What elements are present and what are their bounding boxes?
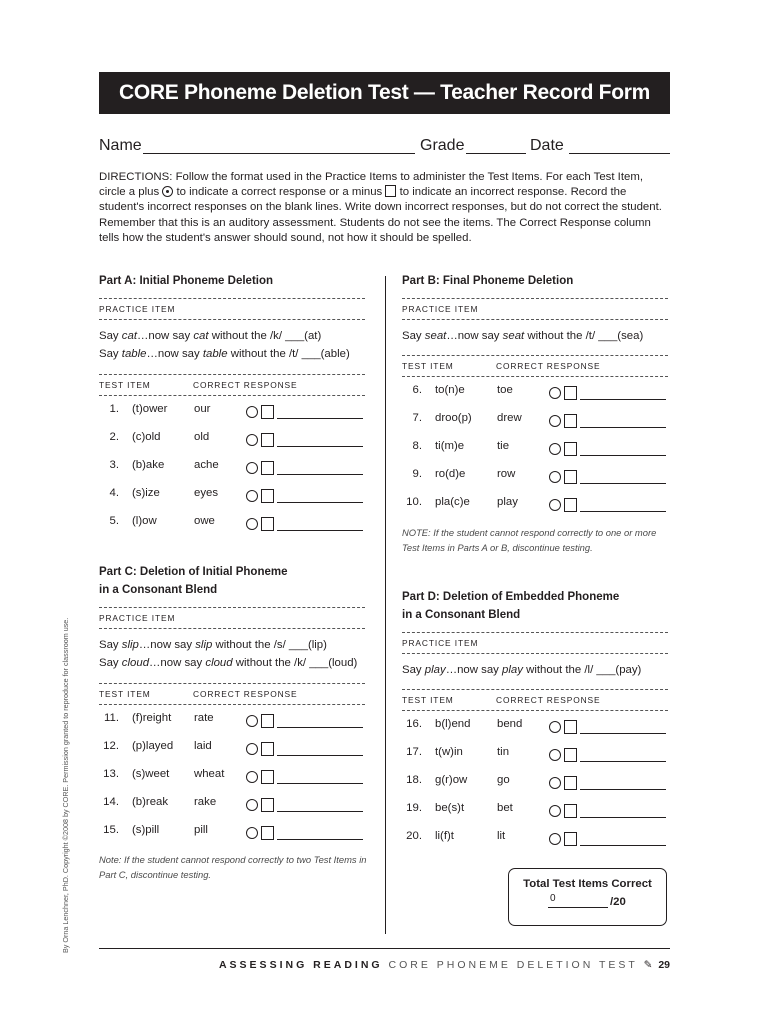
incorrect-response-line[interactable] [277,418,363,419]
footer-section: ASSESSING READING [218,959,383,971]
minus-box-icon[interactable] [564,470,577,484]
minus-box-icon[interactable] [261,770,274,784]
minus-box-icon[interactable] [261,405,274,419]
test-item-row [99,459,365,479]
item-number: 20. [406,830,422,842]
incorrect-response-line[interactable] [580,483,666,484]
page-number: 29 [658,959,670,971]
directions-text-2: to indicate a correct response or a minus [176,186,383,199]
minus-box-icon[interactable] [564,386,577,400]
directions [99,170,671,246]
total-value: 0 [550,893,556,904]
incorrect-response-line[interactable] [277,446,363,447]
test-item-label: TEST ITEM [99,380,151,390]
plus-circle-icon[interactable] [246,434,258,446]
part-c-note: Note: If the student cannot respond correctly to two Test Items in Part C, discontinue testing. [99,854,367,880]
name-field[interactable] [143,153,415,154]
incorrect-response-line[interactable] [277,783,363,784]
item-number: 2. [109,431,119,443]
correct-response: rake [194,796,217,808]
plus-circle-icon[interactable] [549,721,561,733]
incorrect-response-line[interactable] [277,727,363,728]
test-item: ti(m)e [435,440,465,452]
total-out-of: /20 [610,896,626,908]
practice-item-label: PRACTICE ITEM [99,613,176,623]
test-item-row [99,796,365,816]
item-number: 6. [412,384,422,396]
plus-circle-icon[interactable] [549,471,561,483]
minus-box-icon[interactable] [564,720,577,734]
plus-circle-icon[interactable] [246,406,258,418]
incorrect-response-line[interactable] [580,789,666,790]
divider [402,632,668,633]
correct-response: wheat [194,768,225,780]
plus-circle-icon[interactable] [246,827,258,839]
practice-item-label: PRACTICE ITEM [402,304,479,314]
test-item: (b)ake [132,459,165,471]
test-item-row [99,712,365,732]
test-item-row [402,718,668,738]
correct-response: tin [497,746,510,758]
correct-response-label: CORRECT RESPONSE [193,689,298,699]
correct-response: owe [194,515,215,527]
name-label: Name [99,137,142,154]
incorrect-response-line[interactable] [277,811,363,812]
minus-box-icon[interactable] [261,714,274,728]
plus-circle-icon[interactable] [549,749,561,761]
test-item-row [402,496,668,516]
test-item: (f)reight [132,712,172,724]
test-item-row [402,412,668,432]
footer [99,959,670,975]
plus-circle-icon[interactable] [549,777,561,789]
directions-text-3: to indicate an incorrect response. Record the student's incorrect responses on the blank lines. Write down incorrect responses, but do not correct the student. Remember that this is an auditory assessment. Students do not see the items. The Correct Response column tells how the student's answer should sound, not how it should be spelled. [99,186,662,244]
correct-response: our [194,403,211,415]
item-number: 14. [103,796,119,808]
incorrect-response-line[interactable] [580,399,666,400]
part-c-title-2: in a Consonant Blend [99,584,218,596]
correct-response: go [497,774,510,786]
divider [99,298,365,299]
item-number: 8. [412,440,422,452]
incorrect-response-line[interactable] [580,845,666,846]
incorrect-response-line[interactable] [277,530,363,531]
test-item-row [402,468,668,488]
item-number: 5. [109,515,119,527]
plus-circle-icon[interactable] [246,743,258,755]
test-item-row [99,768,365,788]
correct-response: toe [497,384,513,396]
divider [99,374,365,375]
test-item-row [99,740,365,760]
divider [99,683,365,684]
directions-text-1: DIRECTIONS: Follow the format used in the Practice Items to administer the Test Items. For each Test Item, circle a plus [99,171,643,199]
item-number: 1. [109,403,119,415]
practice-line: Say table…now say table without the /t/ ___(able) [99,348,350,360]
part-a-title: Part A: Initial Phoneme Deletion [99,275,274,287]
minus-box-icon[interactable] [564,498,577,512]
footer-subtitle: CORE PHONEME DELETION TEST [388,959,638,971]
plus-circle-icon[interactable] [549,499,561,511]
practice-item-label: PRACTICE ITEM [402,638,479,648]
practice-line: Say play…now say play without the /l/ ___(pay) [402,664,642,676]
incorrect-response-line[interactable] [580,761,666,762]
correct-response-label: CORRECT RESPONSE [193,380,298,390]
test-item: li(f)t [435,830,454,842]
practice-items [402,327,672,345]
item-number: 4. [109,487,119,499]
test-item: ro(d)e [435,468,466,480]
item-number: 17. [406,746,422,758]
grade-label: Grade [420,137,465,154]
plus-circle-icon[interactable] [549,805,561,817]
item-number: 18. [406,774,422,786]
date-field[interactable] [569,153,670,154]
minus-box-icon[interactable] [261,489,274,503]
divider [402,376,668,377]
incorrect-response-line[interactable] [277,502,363,503]
plus-circle-icon[interactable] [549,387,561,399]
divider [402,319,668,320]
item-number: 3. [109,459,119,471]
test-item: (s)weet [132,768,170,780]
item-number: 10. [406,496,422,508]
incorrect-response-line[interactable] [580,733,666,734]
page-title: CORE Phoneme Deletion Test — Teacher Record Form [99,72,670,114]
incorrect-response-line[interactable] [277,474,363,475]
correct-response: eyes [194,487,219,499]
correct-response: tie [497,440,510,452]
correct-response-label: CORRECT RESPONSE [496,361,601,371]
practice-item-label: PRACTICE ITEM [99,304,176,314]
divider [402,298,668,299]
plus-circle-icon[interactable] [549,833,561,845]
divider [402,653,668,654]
minus-box-icon[interactable] [564,442,577,456]
plus-circle-icon[interactable] [246,462,258,474]
minus-box-icon [385,185,396,197]
test-item: (s)pill [132,824,160,836]
test-item-row [402,802,668,822]
total-box [508,868,667,926]
part-d-title-2: in a Consonant Blend [402,609,521,621]
test-item-row [402,774,668,794]
grade-field[interactable] [466,153,526,154]
test-item-label: TEST ITEM [402,695,454,705]
test-item: droo(p) [435,412,472,424]
minus-box-icon[interactable] [261,742,274,756]
correct-response: laid [194,740,212,752]
date-label: Date [530,137,564,154]
item-number: 11. [104,712,119,724]
plus-circle-icon[interactable] [246,771,258,783]
practice-items [99,327,369,363]
item-number: 12. [103,740,119,752]
minus-box-icon[interactable] [564,414,577,428]
column-divider [385,276,386,934]
test-item: (l)ow [132,515,157,527]
minus-box-icon[interactable] [261,798,274,812]
test-item-label: TEST ITEM [402,361,454,371]
correct-response-label: CORRECT RESPONSE [496,695,601,705]
incorrect-response-line[interactable] [580,511,666,512]
test-item: pla(c)e [435,496,470,508]
minus-box-icon[interactable] [261,517,274,531]
divider [99,319,365,320]
correct-response: row [497,468,516,480]
part-b-note: NOTE: If the student cannot respond correctly to one or more Test Items in Parts A or B, discontinue testing. [402,527,657,553]
test-item: g(r)ow [435,774,468,786]
test-item-row [402,440,668,460]
plus-circle-icon[interactable] [246,715,258,727]
practice-line: Say seat…now say seat without the /t/ ___(sea) [402,330,644,342]
plus-circle-icon[interactable] [246,518,258,530]
part-d-title-1: Part D: Deletion of Embedded Phoneme [402,591,620,603]
item-number: 15. [103,824,119,836]
correct-response: pill [194,824,208,836]
divider [402,689,668,690]
footer-rule [99,948,670,949]
test-item: to(n)e [435,384,465,396]
test-item: (t)ower [132,403,168,415]
part-b-title: Part B: Final Phoneme Deletion [402,275,574,287]
test-item-row [99,487,365,507]
test-item: (p)layed [132,740,174,752]
plus-circle-icon[interactable] [246,490,258,502]
minus-box-icon[interactable] [261,433,274,447]
correct-response: old [194,431,210,443]
correct-response: bend [497,718,523,730]
test-item: b(l)end [435,718,471,730]
divider [402,710,668,711]
test-item-row [402,830,668,850]
correct-response: drew [497,412,522,424]
practice-items [99,636,371,672]
correct-response: lit [497,830,506,842]
practice-line: Say cloud…now say cloud without the /k/ ___(loud) [99,657,358,669]
correct-response: play [497,496,518,508]
plus-circle-icon[interactable] [549,443,561,455]
plus-circle-icon [162,186,173,197]
test-item-row [402,384,668,404]
plus-circle-icon[interactable] [246,799,258,811]
divider [99,607,365,608]
minus-box-icon[interactable] [564,804,577,818]
incorrect-response-line[interactable] [580,427,666,428]
correct-response: bet [497,802,513,814]
pencil-icon: ✎ [643,959,653,971]
test-item-row [99,515,365,535]
correct-response: ache [194,459,219,471]
incorrect-response-line[interactable] [277,839,363,840]
header-fields [99,137,670,159]
divider [402,355,668,356]
minus-box-icon[interactable] [564,776,577,790]
test-item-row [99,431,365,451]
incorrect-response-line[interactable] [580,455,666,456]
incorrect-response-line[interactable] [580,817,666,818]
test-item: (b)reak [132,796,169,808]
copyright-notice: By Orna Lenchner, PhD. Copyright ©2008 by CORE. Permission granted to reproduce for classroom use. [61,617,70,953]
practice-items [402,661,674,679]
divider [99,704,365,705]
item-number: 13. [103,768,119,780]
minus-box-icon[interactable] [564,748,577,762]
correct-response: rate [194,712,214,724]
item-number: 7. [412,412,422,424]
test-item-row [402,746,668,766]
item-number: 9. [412,468,422,480]
part-d [402,588,668,705]
item-number: 19. [406,802,422,814]
incorrect-response-line[interactable] [277,755,363,756]
part-a [99,272,365,390]
test-item-label: TEST ITEM [99,689,151,699]
minus-box-icon[interactable] [261,461,274,475]
test-item: (c)old [132,431,161,443]
test-item-row [99,403,365,423]
test-item: be(s)t [435,802,465,814]
test-item-row [99,824,365,844]
minus-box-icon[interactable] [261,826,274,840]
divider [99,628,365,629]
practice-line: Say cat…now say cat without the /k/ ___(at) [99,330,322,342]
plus-circle-icon[interactable] [549,415,561,427]
minus-box-icon[interactable] [564,832,577,846]
test-item: t(w)in [435,746,463,758]
total-score-field[interactable] [548,893,608,908]
divider [99,395,365,396]
practice-line: Say slip…now say slip without the /s/ ___(lip) [99,639,327,651]
part-c-title-1: Part C: Deletion of Initial Phoneme [99,566,288,578]
test-item: (s)ize [132,487,160,499]
item-number: 16. [406,718,422,730]
total-label: Total Test Items Correct [523,878,652,890]
